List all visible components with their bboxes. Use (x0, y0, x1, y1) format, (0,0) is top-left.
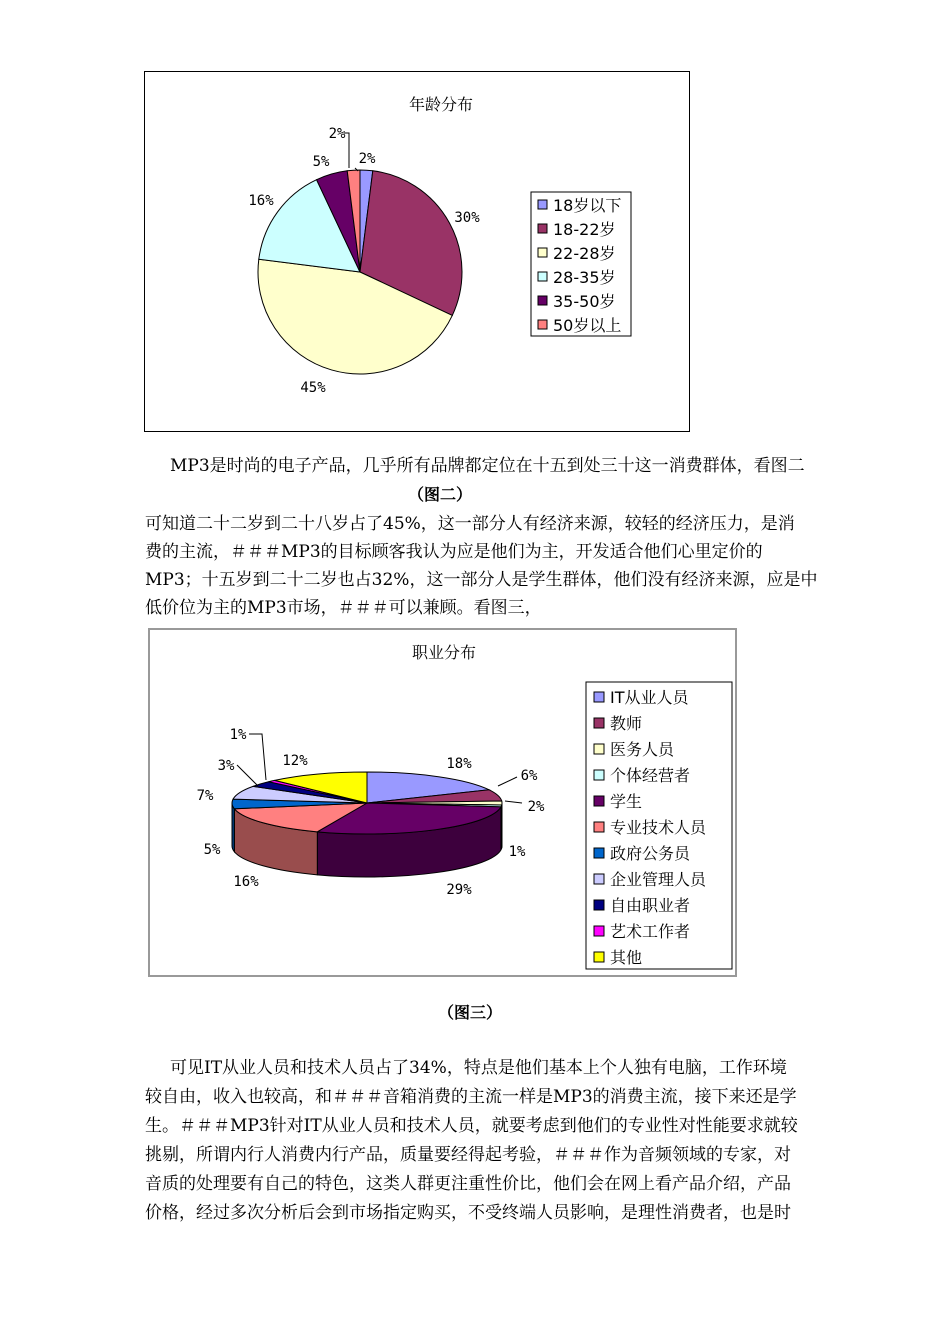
figure2-caption: （图二） (408, 485, 473, 504)
occupation-legend-swatch-7 (594, 874, 604, 884)
age-legend-label-4: 35-50岁 (553, 292, 616, 311)
occupation-slice-label-0: 18% (446, 756, 472, 772)
paragraph2-line4: 挑剔，所谓内行人消费内行产品，质量要经得起考验，＃＃＃作为音频领域的专家，对 (145, 1145, 791, 1165)
age-legend-label-0: 18岁以下 (553, 196, 622, 215)
occupation-slice-label-3: 1% (508, 844, 526, 860)
occupation-leader-line-3 (237, 765, 258, 786)
age-legend-label-2: 22-28岁 (553, 244, 616, 263)
paragraph1-line4: MP3；十五岁到二十二岁也占32%，这一部分人是学生群体，他们没有经济来源，应是中 (145, 570, 818, 590)
occupation-legend-swatch-3 (594, 770, 604, 780)
occupation-legend-label-7: 企业管理人员 (610, 870, 707, 889)
occupation-slice-label-4: 29% (446, 882, 472, 898)
age-chart-title: 年龄分布 (408, 95, 474, 114)
occupation-legend-swatch-0 (594, 692, 604, 702)
paragraph2-line2: 较自由，收入也较高，和＃＃＃音箱消费的主流一样是MP3的消费主流，接下来还是学 (145, 1087, 797, 1107)
age-pie-svg (145, 72, 691, 433)
paragraph2-line6: 价格，经过多次分析后会到市场指定购买，不受终端人员影响，是理性消费者，也是时 (145, 1203, 791, 1223)
age-distribution-chart (144, 71, 690, 432)
age-slice-label-4: 5% (312, 154, 330, 170)
occupation-slice-label-10: 12% (282, 753, 308, 769)
occupation-chart-title: 职业分布 (411, 643, 477, 662)
occupation-leader-line-2 (249, 734, 266, 780)
occupation-slice-label-6: 5% (203, 842, 221, 858)
occupation-slice-label-9: 1% (229, 727, 247, 743)
occupation-legend-swatch-9 (594, 926, 604, 936)
occupation-slice-label-8: 3% (217, 758, 235, 774)
age-slice-label-1: 30% (454, 210, 480, 226)
age-slice-label-5: 2% (328, 126, 346, 142)
occupation-distribution-chart (148, 628, 737, 977)
occupation-legend-label-9: 艺术工作者 (610, 922, 691, 941)
age-legend-label-3: 28-35岁 (553, 268, 616, 287)
occupation-legend-swatch-1 (594, 718, 604, 728)
occupation-legend-label-8: 自由职业者 (610, 896, 691, 915)
paragraph2-line1: 可见IT从业人员和技术人员占了34%，特点是他们基本上个人独有电脑，工作环境 (170, 1058, 787, 1078)
paragraph1-line5: 低价位为主的MP3市场，＃＃＃可以兼顾。看图三， (145, 598, 542, 618)
occupation-legend-swatch-8 (594, 900, 604, 910)
occupation-slice-label-5: 16% (233, 874, 259, 890)
paragraph2-line3: 生。＃＃＃MP3针对IT从业人员和技术人员，就要考虑到他们的专业性对性能要求就较 (145, 1116, 798, 1136)
occupation-slice-label-7: 7% (196, 788, 214, 804)
age-legend-label-1: 18-22岁 (553, 220, 616, 239)
occupation-legend-label-3: 个体经营者 (610, 766, 691, 785)
occupation-side-6 (232, 803, 234, 852)
occupation-legend-label-4: 学生 (610, 792, 643, 811)
occupation-legend-swatch-4 (594, 796, 604, 806)
paragraph1-line1: MP3是时尚的电子产品，几乎所有品牌都定位在十五到处三十这一消费群体，看图二 (170, 456, 805, 476)
age-slice-label-2: 45% (300, 380, 326, 396)
age-legend-swatch-5 (538, 320, 547, 329)
occupation-slice-label-2: 2% (527, 799, 545, 815)
occupation-legend-label-10: 其他 (610, 948, 643, 967)
age-legend-label-5: 50岁以上 (553, 316, 622, 335)
age-legend-swatch-2 (538, 248, 547, 257)
age-legend-swatch-4 (538, 296, 547, 305)
occupation-legend-swatch-5 (594, 822, 604, 832)
occupation-slice-label-1: 6% (520, 768, 538, 784)
age-legend-swatch-1 (538, 224, 547, 233)
occupation-legend-swatch-6 (594, 848, 604, 858)
age-legend-swatch-3 (538, 272, 547, 281)
occupation-pie-svg (150, 630, 735, 975)
paragraph1-line2: 可知道二十二岁到二十八岁占了45%，这一部分人有经济来源，较轻的经济压力，是消 (145, 514, 795, 534)
occupation-leader-line-0 (498, 777, 517, 786)
occupation-legend-label-1: 教师 (610, 714, 643, 733)
occupation-legend-swatch-10 (594, 952, 604, 962)
age-legend-swatch-0 (538, 200, 547, 209)
paragraph1-line3: 费的主流，＃＃＃MP3的目标顾客我认为应是他们为主，开发适合他们心里定价的 (145, 542, 763, 562)
occupation-legend-swatch-2 (594, 744, 604, 754)
occupation-legend-label-0: IT从业人员 (610, 688, 689, 707)
occupation-legend-label-5: 专业技术人员 (610, 818, 707, 837)
figure3-caption: （图三） (438, 1003, 503, 1022)
age-slice-label-3: 16% (248, 193, 274, 209)
occupation-leader-line-1 (505, 801, 522, 803)
occupation-legend-label-2: 医务人员 (610, 740, 675, 759)
age-slice-label-0: 2% (358, 151, 376, 167)
occupation-legend-label-6: 政府公务员 (610, 844, 691, 863)
paragraph2-line5: 音质的处理要有自己的特色，这类人群更注重性价比，他们会在网上看产品介绍，产品 (145, 1174, 791, 1194)
